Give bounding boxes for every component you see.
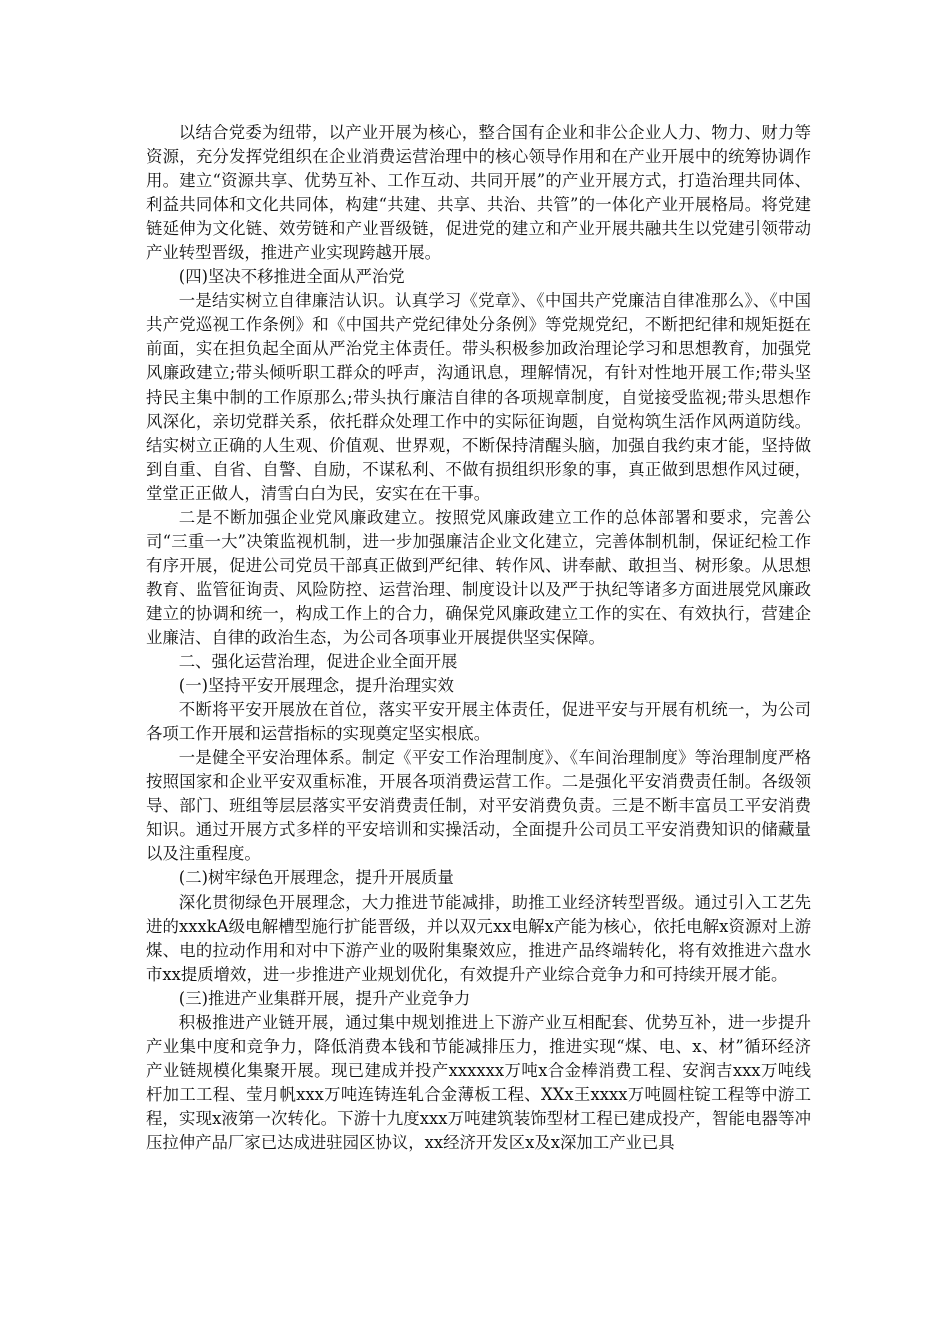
paragraph-party-building-integration: 以结合党委为纽带，以产业开展为核心，整合国有企业和非公企业人力、物力、财力等资源，充分发挥党组织在企业消费运营治理中的核心领导作用和在产业开展中的统筹协调作用。建立“资源共享、优势互补、工作互动、共同开展”的产业开展方式，打造治理共同体、利益共同体和文化共同体，构建“共建、共享、共治、共管”的一体化产业开展格局。将党建链延伸为文化链、效劳链和产业晋级链，促进党的建立和产业开展共融共生以党建引领带动产业转型晋级，推进产业实现跨越开展。	[146, 123, 811, 263]
paragraph-self-discipline: 一是结实树立自律廉洁认识。认真学习《党章》、《中国共产党廉洁自律准那么》、《中国共产党巡视工作条例》和《中国共产党纪律处分条例》等党规党纪，不断把纪律和规矩挺在前面，实在担负起全面从严治党主体责任。带头积极参加政治理论学习和思想教育，加强党风廉政建立;带头倾听职工群众的呼声，沟通讯息，理解情况，有针对性地开展工作;带头坚持民主集中制的工作原那么;带头执行廉洁自律的各项规章制度，自觉接受监视;带头思想作风深化，亲切党群关系，依托群众处理工作中的实际征询题，自觉构筑生活作风两道防线。结实树立正确的人生观、价值观、世界观，不断保持清醒头脑，加强自我约束才能，坚持做到自重、自省、自警、自励，不谋私利、不做有损组织形象的事，真正做到思想作风过硬，堂堂正正做人，清雪白白为民，安实在在干事。	[146, 291, 811, 503]
section-heading-operations-management: 二、强化运营治理，促进企业全面开展	[178, 652, 458, 672]
paragraph-anti-corruption: 二是不断加强企业党风廉政建立。按照党风廉政建立工作的总体部署和要求，完善公司“三重一大”决策监视机制，进一步加强廉洁企业文化建立，完善体制机制，保证纪检工作有序开展，促进公司党员干部真正做到严纪律、转作风、讲奉献、敢担当、树形象。从思想教育、监管征询责、风险防控、运营治理、制度设计以及严于执纪等诸多方面进展党风廉政建立的协调和统一，构成工作上的合力，确保党风廉政建立工作的实在、有效执行，营建企业廉洁、自律的政治生态，为公司各项事业开展提供坚实保障。	[146, 507, 811, 647]
document-page	[146, 121, 811, 1155]
subsection-heading-safety: (一)坚持平安开展理念，提升治理实效	[178, 676, 454, 696]
paragraph-safety-priority: 不断将平安开展放在首位，落实平安开展主体责任，促进平安与开展有机统一，为公司各项工作开展和运营指标的实现奠定坚实根底。	[146, 700, 811, 744]
paragraph-safety-system: 一是健全平安治理体系。制定《平安工作治理制度》、《车间治理制度》等治理制度严格按照国家和企业平安双重标准，开展各项消费运营工作。二是强化平安消费责任制。各级领导、部门、班组等层层落实平安消费责任制，对平安消费负责。三是不断丰富员工平安消费知识。通过开展方式多样的平安培训和实操活动，全面提升公司员工平安消费知识的储藏量以及注重程度。	[146, 748, 811, 864]
section-heading-strict-party-governance: (四)坚决不移推进全面从严治党	[178, 267, 405, 287]
subsection-heading-industrial-cluster: (三)推进产业集群开展，提升产业竞争力	[178, 988, 471, 1008]
paragraph-green-development: 深化贯彻绿色开展理念，大力推进节能减排，助推工业经济转型晋级。通过引入工艺先进的xxxkA级电解槽型施行扩能晋级，并以双元xx电解x产能为核心，依托电解x资源对上游煤、电的拉动作用和对中下游产业的吸附集聚效应，推进产品终端转化，将有效推进六盘水市xx提质增效，进一步推进产业规划优化，有效提升产业综合竞争力和可持续开展才能。	[146, 892, 811, 984]
paragraph-industrial-chain: 积极推进产业链开展，通过集中规划推进上下游产业互相配套、优势互补，进一步提升产业集中度和竞争力，降低消费本钱和节能减排压力，推进实现“煤、电、x、材”循环经济产业链规模化集聚开展。现已建成并投产xxxxxx万吨x合金棒消费工程、安润吉xxx万吨线杆加工工程、莹月帆xxx万吨连铸连轧合金薄板工程、XXx王xxxx万吨圆柱锭工程等中游工程，实现x液第一次转化。下游十九度xxx万吨建筑装饰型材工程已建成投产，智能电器等冲压拉伸产品厂家已达成进驻园区协议，xx经济开发区x及x深加工产业已具	[146, 1012, 811, 1152]
subsection-heading-green-development: (二)树牢绿色开展理念，提升开展质量	[178, 868, 454, 888]
